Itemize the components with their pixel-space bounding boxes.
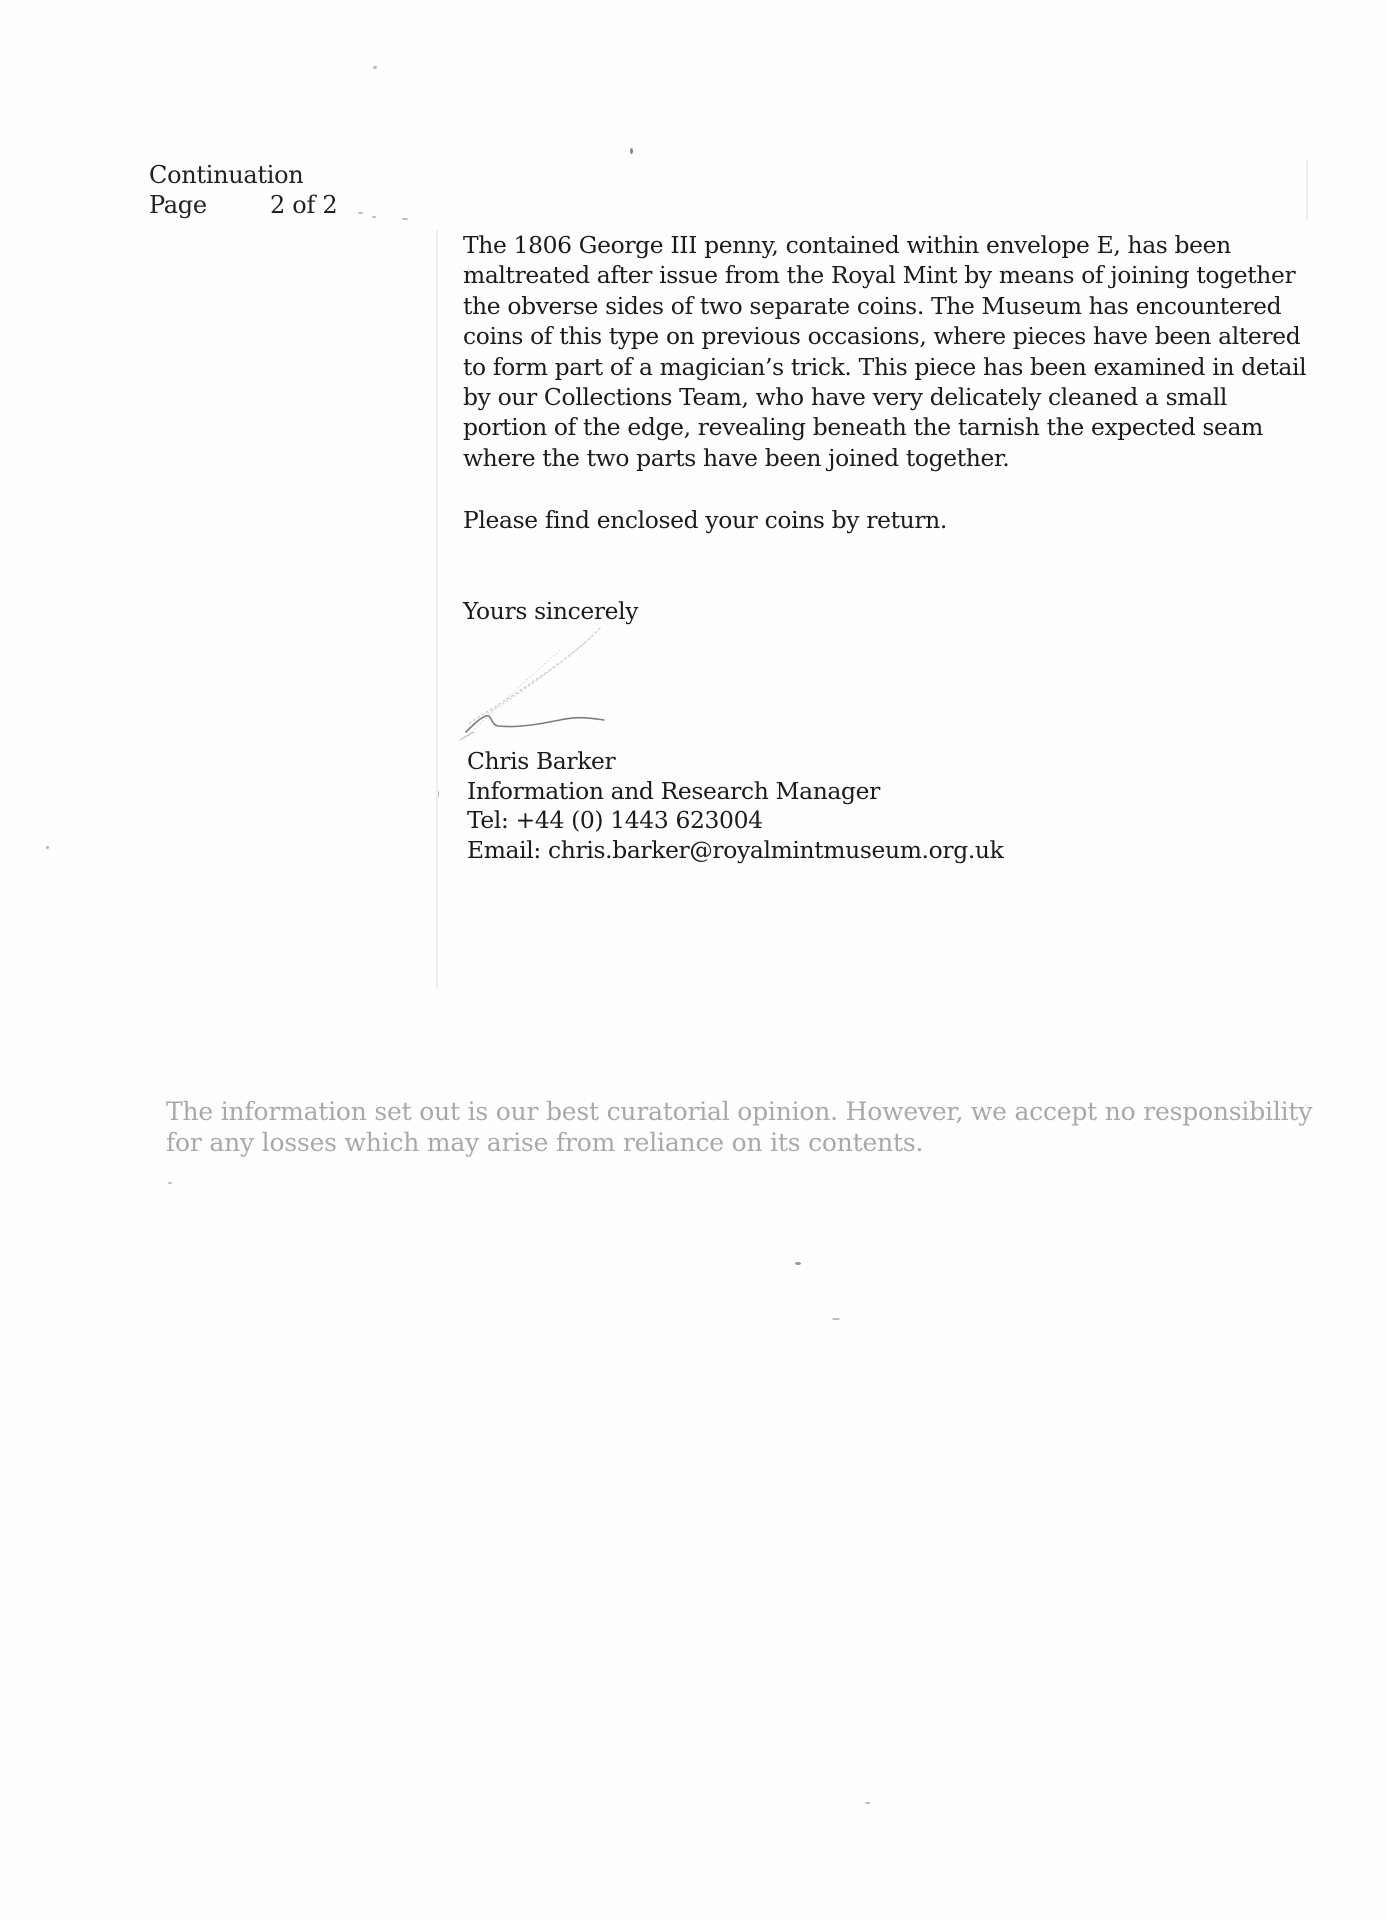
- scan-speck: [358, 212, 363, 214]
- scan-speck: [372, 216, 376, 218]
- signatory-email: Email: chris.barker@royalmintmuseum.org.uk: [467, 835, 1004, 864]
- page-number-row: [149, 190, 337, 220]
- page-label: Page: [149, 191, 207, 219]
- signatory-telephone: Tel: +44 (0) 1443 623004: [467, 806, 763, 835]
- body-paragraph: Please find enclosed your coins by return.: [463, 506, 947, 535]
- scan-speck: [168, 1182, 172, 1184]
- scan-shadow: [436, 230, 438, 990]
- scan-speck: [402, 218, 408, 220]
- letter-body: [463, 230, 1323, 626]
- scan-speck: [832, 1318, 840, 1320]
- continuation-label: Continuation: [149, 161, 304, 189]
- scan-shadow: [1306, 160, 1308, 220]
- signatory-title: Information and Research Manager: [467, 776, 880, 805]
- body-paragraph: The 1806 George III penny, contained within envelope E, has been maltreated after issue from the Royal Mint by means of joining together the obverse sides of two separate coins. The Museum has encountered coins of this type on previous occasions, where pieces have been altered to form part of a magician’s trick. This piece has been examined in detail by our Collections Team, who have very delicately cleaned a small portion of the edge, revealing beneath the tarnish the expected seam where the two parts have been joined together.: [463, 231, 1307, 472]
- page-number: 2 of 2: [270, 191, 338, 219]
- disclaimer-line: The information set out is our best curatorial opinion. However, we accept no responsibility: [166, 1097, 1313, 1126]
- signature-image: [440, 620, 630, 750]
- scan-speck: [46, 846, 49, 849]
- scan-speck: [795, 1262, 801, 1265]
- signatory-block: [467, 747, 1003, 865]
- disclaimer-line: for any losses which may arise from reliance on its contents.: [166, 1128, 924, 1157]
- scan-speck: [373, 66, 377, 69]
- closing-salutation: Yours sincerely: [463, 596, 639, 625]
- scan-speck: [865, 1802, 870, 1804]
- continuation-header: [149, 160, 337, 220]
- disclaimer: [166, 1096, 1316, 1158]
- scan-speck: [630, 148, 633, 154]
- signatory-name: Chris Barker: [467, 747, 616, 775]
